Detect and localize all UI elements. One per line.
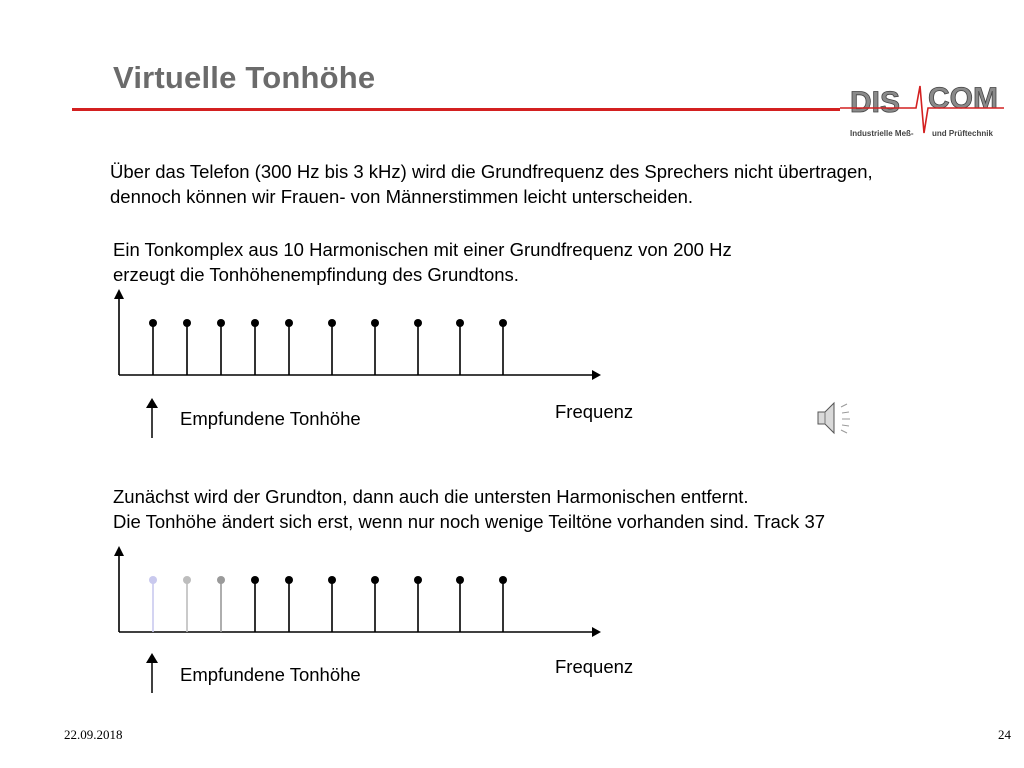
- y-axis-arrowhead: [114, 289, 124, 299]
- harmonic-dot: [328, 319, 336, 327]
- intro-line-1: Über das Telefon (300 Hz bis 3 kHz) wird die Grundfrequenz des Sprechers nicht übertragen,: [110, 161, 873, 182]
- harmonic-dot: [456, 319, 464, 327]
- harmonic-dot: [251, 576, 259, 584]
- harmonic-dot: [414, 319, 422, 327]
- section2-line-2: Die Tonhöhe ändert sich erst, wenn nur noch wenige Teiltöne vorhanden sind. Track 37: [113, 511, 826, 532]
- intro-line-2: dennoch können wir Frauen- von Männerstimmen leicht unterscheiden.: [110, 186, 694, 207]
- harmonic-dot: [149, 319, 157, 327]
- harmonic-dot: [414, 576, 422, 584]
- harmonic-dot: [217, 319, 225, 327]
- title-rule: [72, 108, 840, 111]
- footer-date: 22.09.2018: [64, 727, 123, 742]
- page-title: Virtuelle Tonhöhe: [113, 60, 376, 95]
- harmonic-dot: [183, 576, 191, 584]
- frequency-axis-label-1: Frequenz: [555, 401, 634, 422]
- harmonic-dot: [183, 319, 191, 327]
- section1-line-1: Ein Tonkomplex aus 10 Harmonischen mit einer Grundfrequenz von 200 Hz: [113, 239, 732, 260]
- discom-logo: [836, 78, 1006, 140]
- perceived-pitch-label-1: Empfundene Tonhöhe: [180, 408, 361, 429]
- frequency-axis-label-2: Frequenz: [555, 656, 634, 677]
- harmonic-dot: [285, 319, 293, 327]
- logo-brand-right: COM: [928, 82, 998, 115]
- harmonic-dot: [149, 576, 157, 584]
- harmonic-dot: [251, 319, 259, 327]
- harmonic-dot: [285, 576, 293, 584]
- pitch-arrow-icon: [145, 397, 159, 439]
- logo-brand-left: DIS: [850, 86, 901, 119]
- harmonic-dot: [371, 576, 379, 584]
- logo-tagline-left: Industrielle Meß-: [850, 129, 914, 138]
- section1-paragraph: [113, 237, 732, 287]
- harmonic-spectrum-chart-2: [105, 542, 625, 642]
- harmonic-dot: [499, 576, 507, 584]
- section1-line-2: erzeugt die Tonhöhenempfindung des Grundtons.: [113, 264, 519, 285]
- x-axis-arrowhead: [592, 627, 601, 637]
- pitch-arrow-icon: [145, 652, 159, 694]
- section2-paragraph: [113, 484, 825, 534]
- harmonic-dot: [456, 576, 464, 584]
- section2-line-1: Zunächst wird der Grundton, dann auch die untersten Harmonischen entfernt.: [113, 486, 749, 507]
- speaker-icon[interactable]: [815, 398, 855, 438]
- logo-tagline-right: und Prüftechnik: [932, 129, 993, 138]
- harmonic-spectrum-chart-1: [105, 285, 625, 385]
- intro-paragraph: [110, 159, 873, 209]
- harmonic-dot: [499, 319, 507, 327]
- x-axis-arrowhead: [592, 370, 601, 380]
- harmonic-dot: [371, 319, 379, 327]
- harmonic-dot: [328, 576, 336, 584]
- perceived-pitch-label-2: Empfundene Tonhöhe: [180, 664, 361, 685]
- harmonic-dot: [217, 576, 225, 584]
- y-axis-arrowhead: [114, 546, 124, 556]
- page-number: 24: [998, 727, 1011, 742]
